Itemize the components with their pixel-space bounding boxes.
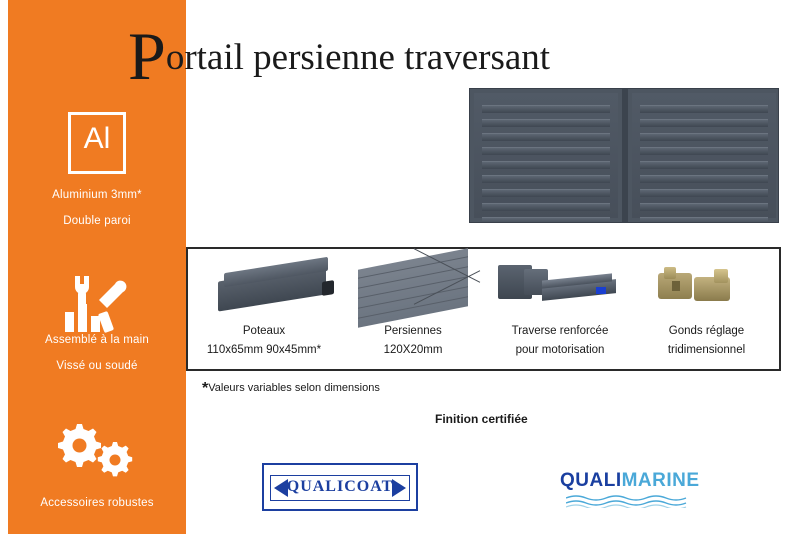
sidebar-label-assemble-2: Vissé ou soudé	[56, 360, 138, 372]
component-poteaux-label-1: Poteaux	[242, 325, 286, 337]
gears-icon	[8, 418, 186, 485]
gate-leaf-left	[470, 89, 622, 222]
traverse-renforcee-icon	[498, 261, 618, 317]
qualicoat-logo-text: QUALICOAT	[286, 478, 394, 495]
component-poteaux	[188, 249, 340, 373]
persiennes-icon	[358, 259, 468, 319]
components-box	[186, 247, 781, 371]
qualimarine-logo-text-2: MARINE	[621, 470, 700, 491]
component-gonds-label-1: Gonds réglage	[668, 325, 745, 337]
component-persiennes-label-2: 120X20mm	[383, 344, 443, 356]
footnote-asterisk: *	[202, 380, 209, 397]
gonds-reglage-icon	[654, 263, 754, 315]
component-traverse-label-2: pour motorisation	[515, 344, 605, 356]
page-title-text: ortail persienne traversant	[165, 37, 551, 78]
portail-persienne-photo	[469, 88, 779, 223]
qualicoat-logo	[262, 463, 418, 511]
page-title-dropcap: P	[128, 18, 166, 94]
component-gonds	[634, 249, 779, 373]
gate-slats-left	[482, 105, 610, 206]
gate-leaf-right	[628, 89, 779, 222]
gate-slats-right	[640, 105, 768, 206]
finition-certifiee-label: Finition certifiée	[435, 412, 528, 426]
component-poteaux-label-2: 110x65mm 90x45mm*	[206, 344, 322, 356]
sidebar-label-aluminium-2: Double paroi	[63, 215, 131, 227]
qualimarine-logo-text-1: QUALI	[560, 470, 622, 491]
component-persiennes	[340, 249, 486, 373]
footnote-text: Valeurs variables selon dimensions	[208, 382, 380, 394]
qualimarine-logo	[560, 470, 710, 510]
sidebar-block-assemble	[8, 327, 186, 379]
footnote	[202, 378, 380, 398]
sidebar-label-assemble-1: Assemblé à la main	[45, 334, 149, 346]
component-traverse-label-1: Traverse renforcée	[511, 325, 609, 337]
component-gonds-label-2: tridimensionnel	[667, 344, 746, 356]
sidebar-label-aluminium-1: Aluminium 3mm*	[52, 189, 142, 201]
aluminium-icon-label: Al	[83, 122, 111, 155]
qualimarine-waves-icon	[566, 494, 706, 508]
page-title	[128, 18, 551, 94]
component-traverse	[486, 249, 634, 373]
sidebar-label-accessoires: Accessoires robustes	[40, 497, 154, 509]
sidebar-block-aluminium	[8, 182, 186, 234]
sidebar-block-accessoires	[8, 490, 186, 516]
component-persiennes-label-1: Persiennes	[384, 325, 442, 337]
poteaux-icon	[212, 261, 342, 319]
